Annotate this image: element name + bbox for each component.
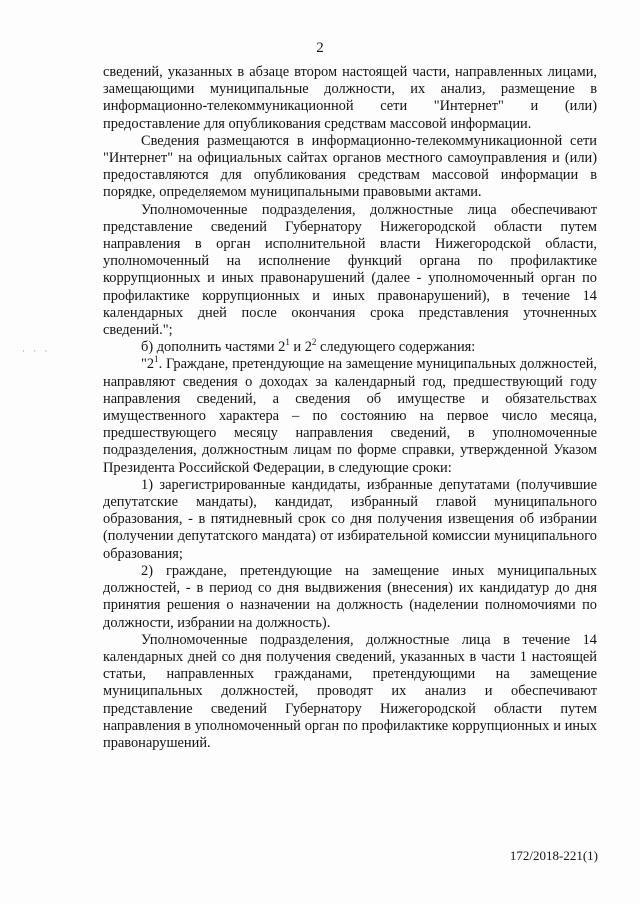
paragraph-1: сведений, указанных в абзаце втором настоящей части, направленных лицами, замещающими муниципальные должности, их анализ, размещение в информационно-телекоммуникационной сети "Интернет" и (или) предоставление для опубликования средствам массовой информации.	[103, 64, 597, 132]
paragraph-8: Уполномоченные подразделения, должностные лица в течение 14 календарных дней со дня получения сведений, указанных в части 1 настоящей статьи, направленных гражданами, претендующими на замещение муниципальных должностей, проводят их анализ и обеспечивают представление сведений Губернатору Нижегородской области путем направления в уполномоченный орган по профилактике коррупционных и иных правонарушений.	[103, 631, 597, 751]
document-code: 172/2018-221(1)	[509, 848, 598, 863]
paragraph-4	[103, 339, 597, 356]
page-number: 2	[316, 40, 324, 56]
margin-mark: · · ·	[22, 346, 51, 356]
superscript-1: 1	[285, 337, 290, 348]
document-body	[103, 64, 597, 752]
paragraph-2: Сведения размещаются в информационно-телекоммуникационной сети "Интернет" на официальных сайтах органов местного самоуправления и (или) предоставляются для опубликования средствам массовой информации в порядке, определяемом муниципальными правовыми актами.	[103, 132, 597, 201]
paragraph-5	[103, 356, 597, 476]
superscript-2: 2	[311, 337, 317, 348]
paragraph-5-text-a: "2	[141, 356, 155, 373]
superscript-3: 1	[154, 354, 159, 365]
list-item-2: 2) граждане, претендующие на замещение иных муниципальных должностей, - в период со дня выдвижения (внесения) их кандидатур до дня принятия решения о назначении на должность (наделении полномочиями по должности, избрании на должность).	[103, 562, 597, 631]
paragraph-4-text-b: и 2	[289, 339, 312, 356]
paragraph-3: Уполномоченные подразделения, должностные лица обеспечивают представление сведений Губернатору Нижегородской области путем направления в орган исполнительной власти Нижегородской области, уполномоченный на исполнение функций органа по профилактике коррупционных и иных правонарушений (далее - уполномоченный орган по профилактике коррупционных и иных правонарушений), в течение 14 календарных дней после окончания срока представления уточненных сведений.";	[103, 201, 597, 339]
paragraph-4-text-a: б) дополнить частями 2	[141, 339, 286, 356]
list-item-1: 1) зарегистрированные кандидаты, избранные депутатами (получившие депутатские мандаты), кандидат, избранный главой муниципального образования, - в пятидневный срок со дня получения извещения об избрании (получении депутатского мандата) от избирательной комиссии муниципального образования;	[103, 476, 597, 562]
paragraph-4-text-c: следующего содержания:	[316, 339, 476, 356]
paragraph-5-text-b: . Граждане, претендующие на замещение муниципальных должностей, направляют сведения о доходах за календарный год, предшествующий году направления сведений, а сведения об имуществе и обязательствах имущественного характера – по состоянию на первое число месяца, предшествующего месяцу направления сведений, в уполномоченные подразделения, должностным лицам по форме справки, утвержденной Указом Президента Российской Федерации, в следующие сроки:	[103, 356, 597, 476]
